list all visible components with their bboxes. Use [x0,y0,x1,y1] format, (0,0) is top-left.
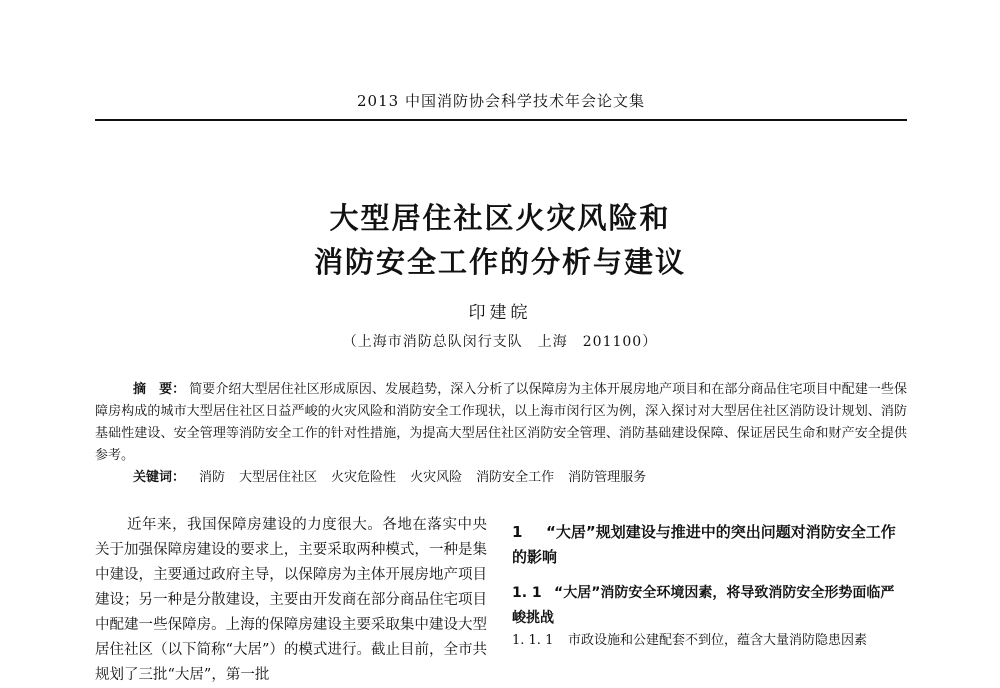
section-heading-1 [512,520,907,570]
section-number: 1. 1 [512,585,542,601]
author: 印建皖 [468,303,532,323]
abstract-label: 摘 要： [133,382,186,397]
header-rule [95,119,907,121]
abstract [95,379,907,467]
section-heading-1-1 [512,581,907,631]
keywords [133,467,903,489]
keyword: 火灾危险性 [331,470,397,485]
keyword: 火灾风险 [410,470,463,485]
body-paragraph-left: 近年来，我国保障房建设的力度很大。各地在落实中央关于加强保障房建设的要求上，主要采取两种模式，一种是集中建设，主要通过政府主导，以保障房为主体开展房地产项目建设；另一种是分散建设，主要由开发商在部分商品住宅项目中配建一些保障房。上海的保障房建设主要采取集中建设大型居住社区（以下简称“大居”）的模式进行。截止目前，全市共规划了三批“大居”，第一批 [95,517,487,683]
section-title: “大居”消防安全环境因素，将导致消防安全形势面临严峻挑战 [512,585,895,626]
keyword: 消防安全工作 [476,470,555,485]
section-title: 市政设施和公建配套不到位，蕴含大量消防隐患因素 [568,633,868,648]
section-number: 1 [512,523,523,541]
keywords-label: 关键词： [133,470,186,485]
keyword: 大型居住社区 [239,470,318,485]
keyword: 消防管理服务 [568,470,647,485]
section-heading-1-1-1 [512,630,907,652]
paper-title-line-1: 大型居住社区火灾风险和 [329,201,671,235]
abstract-text: 简要介绍大型居住社区形成原因、发展趋势，深入分析了以保障房为主体开展房地产项目和在部分商品住宅项目中配建一些保障房构成的城市大型居住社区日益严峻的火灾风险和消防安全工作现状，以上海市闵行区为例，深入探讨对大型居住社区消防设计规划、消防基础性建设、安全管理等消防安全工作的针对性措施，为提高大型居住社区消防安全管理、消防基础建设保障、保证居民生命和财产安全提供参考。 [95,382,907,463]
section-title: “大居”规划建设与推进中的突出问题对消防安全工作的影响 [512,523,896,566]
keyword: 消防 [199,470,226,485]
paper-title-line-2: 消防安全工作的分析与建议 [313,245,686,279]
section-number: 1. 1. 1 [512,633,554,648]
running-header: 2013 中国消防协会科学技术年会论文集 [357,92,645,110]
affiliation: （上海市消防总队闵行支队 上海 201100） [342,334,658,350]
